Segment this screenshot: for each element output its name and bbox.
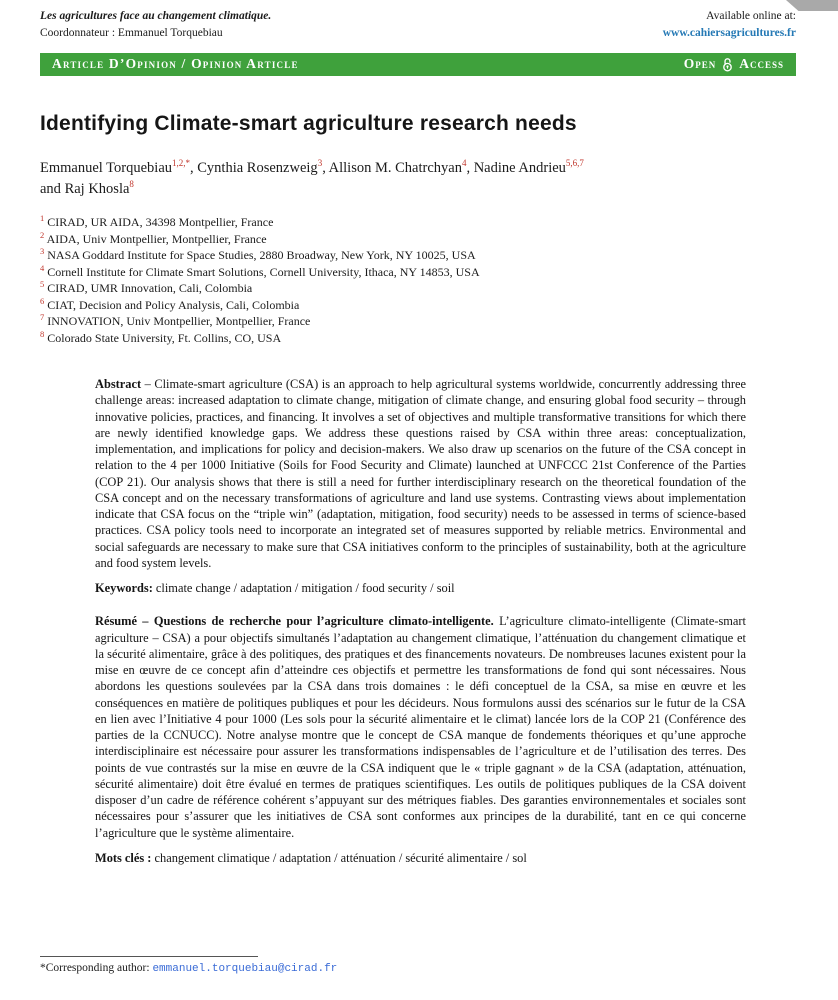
- author-list: Emmanuel Torquebiau$^{1,2,*}$, Cynthia Rosenzweig$^3$, Allison M. Chatrchyan$^4$, Nadine Andrieu$^{5,6,7}$ and Raj Khosla$^8$: [40, 157, 584, 198]
- open-label: Open: [683, 55, 717, 71]
- article-type-banner: [40, 53, 796, 76]
- affiliation-number: 7: [40, 312, 45, 322]
- affiliation-number: 8: [40, 328, 45, 339]
- special-issue-title: Les agricultures face au changement climatique.: [40, 10, 272, 22]
- special-issue-block: [40, 8, 271, 43]
- author-name: Allison M. Chatrchyan: [328, 159, 462, 176]
- author-affiliation-superscript: 8: [129, 179, 134, 190]
- author-name: Raj Khosla: [64, 181, 130, 198]
- footnote-rule: [40, 956, 258, 957]
- abstract-paragraph: [95, 376, 746, 571]
- abstract-section: [95, 376, 746, 866]
- affiliation-list: [40, 214, 796, 346]
- affiliation-item: $^6$ CIAT, Decision and Policy Analysis, Cali, Colombia: [40, 295, 300, 312]
- open-access-icon: [721, 56, 734, 72]
- open-access-badge: [684, 56, 784, 72]
- author-affiliation-superscript: 1,2,*: [172, 157, 191, 168]
- affiliation-item: $^8$ Colorado State University, Ft. Collins, CO, USA: [40, 328, 282, 345]
- affiliation-item: $^4$ Cornell Institute for Climate Smart Solutions, Cornell University, Ithaca, NY 14853, USA: [40, 262, 480, 279]
- affiliation-number: 6: [40, 295, 45, 306]
- author-name: Cynthia Rosenzweig: [197, 159, 318, 176]
- coordinator-line: Coordonnateur : Emmanuel Torquebiau: [40, 27, 223, 40]
- corresponding-author-footnote: [40, 956, 796, 975]
- corresponding-email-link[interactable]: emmanuel.torquebiau@cirad.fr: [152, 963, 338, 975]
- affiliation-item: $^5$ CIRAD, UMR Innovation, Cali, Colombia: [40, 279, 253, 295]
- author-affiliation-superscript: 3: [317, 157, 323, 168]
- affiliation-number: 1: [40, 213, 45, 223]
- mots-cles-text: changement climatique / adaptation / atténuation / sécurité alimentaire / sol: [151, 850, 527, 865]
- resume-label: Résumé – Questions de recherche pour l’agriculture climato-intelligente.: [95, 614, 494, 629]
- affiliation-item: $^2$ AIDA, Univ Montpellier, Montpellier, France: [40, 229, 267, 246]
- journal-url-link[interactable]: www.cahiersagricultures.fr: [662, 27, 796, 40]
- keywords-line: [95, 580, 746, 596]
- author-affiliation-superscript: 5,6,7: [565, 157, 584, 168]
- abstract-label: Abstract: [95, 377, 142, 391]
- author-affiliation-superscript: 4: [461, 157, 467, 168]
- mots-cles-label: Mots clés :: [95, 850, 152, 865]
- resume-text: L’agriculture climato-intelligente (Climate-smart agriculture – CSA) a pour objectifs simultanés l’adaptation au changement climatique, l’atténuation du changement climatique et la sécurité alimentaire, grâce à des politiques, des pratiques et des financements novateurs. De nombreuses lacunes existent pour la mise en œuvre de ce concept afin d’atteindre ces objectifs et permettre les transformations de fond qui sont nécessaires. Nous abordons les questions soulevées par la CSA dans trois domaines : le défi conceptuel de la CSA, sa mise en œuvre et les conséquences en matière de politiques publiques et pour les décideurs. Nous formulons aussi des scénarios sur le futur de la CSA en lien avec l’Initiative 4 pour 1000 (Les sols pour la sécurité alimentaire et le climat) lancée lors de la COP 21 (Conférence des parties de la CCNUCC). Notre analyse montre que le concept de CSA manque de fondements théoriques et qu’une approche interdisciplinaire est nécessaire pour assurer les transformations indispensables de l’agriculture et de l’utilisation des terres. Des points de vue contrastés sur la mise en œuvre de la CSA indiquent que le « triple gagnant » de la CSA (adaptation, atténuation, sécurité alimentaire) doit être évalué en termes de pratiques scientifiques. Les outils de politiques publiques de la CSA doivent disposer d’un cadre de référence cohérent s’appuyant sur des métriques fiables. Des garanties environnementales et sociales sont nécessaires pour s’assurer que les initiatives de CSA sont conformes aux principes de la durabilité, tant en ce qui concerne l’agriculture que le système alimentaire.: [95, 614, 746, 840]
- article-front-matter: [40, 112, 796, 867]
- resume-paragraph: [95, 613, 746, 841]
- article-title: Identifying Climate-smart agriculture research needs: [40, 111, 577, 135]
- available-online-label: Available online at:: [706, 10, 796, 22]
- affiliation-number: 5: [40, 279, 45, 289]
- journal-header: [40, 8, 796, 43]
- access-label: Access: [739, 55, 784, 71]
- keywords-text: climate change / adaptation / mitigation / food security / soil: [152, 581, 455, 595]
- abstract-text: – Climate-smart agriculture (CSA) is an approach to help agricultural systems worldwide, concurrently addressing three challenge areas: increased adaptation to climate change, mitigation of climate change, and ensuring global food security – through innovative policies, practices, and financing. It involves a set of objectives and multiple transformative transitions for which there are newly identified knowledge gaps. We address these questions raised by CSA within three areas: conceptualization, implementation, and implications for policy and decision-makers. We also draw up scenarios on the future of the CSA concept in relation to the 4 per 1000 Initiative (Soils for Food Security and Climate) launched at UNFCCC 21st Conference of the Parties (COP 21). Our analysis shows that there is still a need for further interdisciplinary research on the theoretical foundation of the CSA concept and on the necessary transformations of agriculture and land use systems. Contrasting views about implementation indicate that CSA focus on the “triple win” (adaptation, mitigation, food security) needs to be assessed in terms of science-based practices. CSA policy tools need to incorporate an integrated set of measures supported by reliable metrics. Environmental and social safeguards are necessary to make sure that CSA initiatives conform to the principles of sustainability, both at the agriculture and food system levels.: [95, 377, 746, 570]
- author-name: Nadine Andrieu: [473, 159, 566, 176]
- affiliation-number: 2: [40, 229, 45, 240]
- affiliation-number: 3: [40, 246, 45, 256]
- keywords-label: Keywords:: [95, 581, 153, 595]
- mots-cles-line: [95, 850, 746, 866]
- affiliation-item: $^3$ NASA Goddard Institute for Space Studies, 2880 Broadway, New York, NY 10025, USA: [40, 246, 476, 262]
- article-type-label: Article D’Opinion / Opinion Article: [52, 55, 299, 71]
- affiliation-number: 4: [40, 262, 45, 273]
- affiliation-item: $^7$ INNOVATION, Univ Montpellier, Montpellier, France: [40, 312, 311, 328]
- corresponding-author-label: *Corresponding author:: [40, 962, 153, 974]
- available-online-block: [663, 8, 796, 43]
- affiliation-item: $^1$ CIRAD, UR AIDA, 34398 Montpellier, France: [40, 213, 274, 229]
- author-name: Emmanuel Torquebiau: [40, 159, 173, 176]
